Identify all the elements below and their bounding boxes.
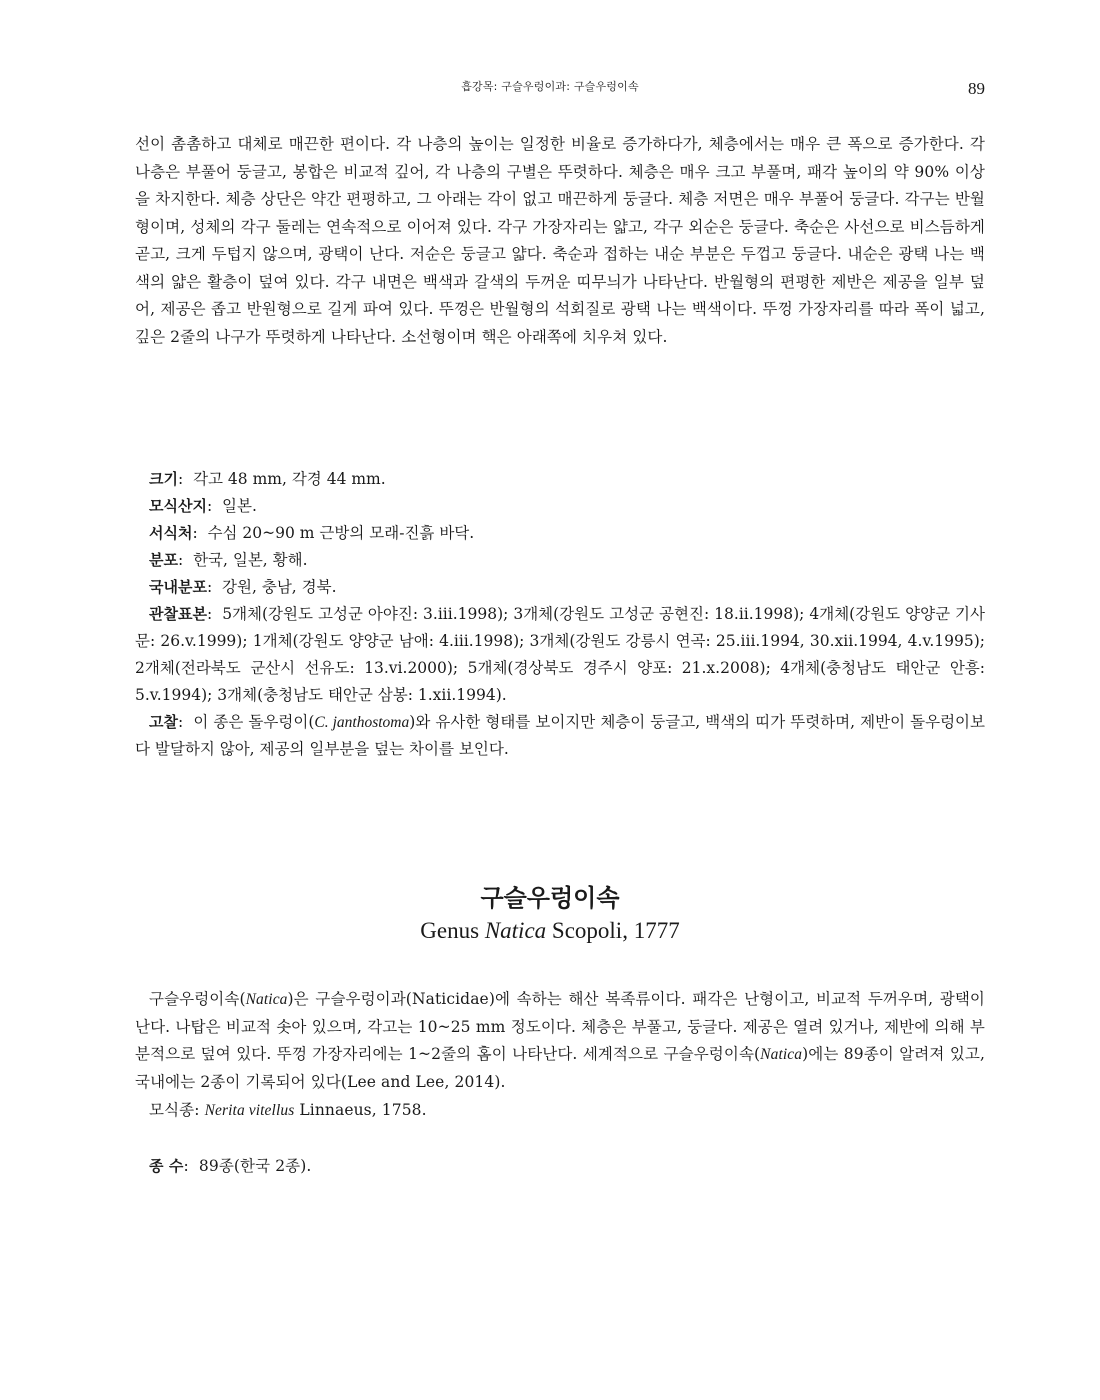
size-field: 크기: 각고 48 mm, 각경 44 mm. <box>149 470 386 488</box>
species-count-line: 종 수: 89종(한국 2종). <box>149 1156 312 1175</box>
size-label: 크기 <box>149 470 178 488</box>
type-locality-label: 모식산지 <box>149 497 207 515</box>
type-species-name: Nerita vitellus <box>204 1102 295 1119</box>
type-locality-field: 모식산지: 일본. <box>149 497 257 515</box>
subtitle-genus: Natica <box>484 918 547 943</box>
remarks-field: 고찰: 이 종은 돌우렁이(C. janthostoma)와 유사한 형태를 보이지만 체층이 둥글고, 백색의 띠가 뚜렷하며, 제반이 돌우렁이보다 발달하지 않아, 제공의 일부분을 덮는 차이를 보인다. <box>135 713 986 758</box>
section-title: 구슬우렁이속 <box>480 884 620 912</box>
domestic-distribution-value: 강원, 충남, 경북. <box>222 578 337 596</box>
specimens-value: 5개체(강원도 고성군 아야진: 3.iii.1998); 3개체(강원도 고성군 공현진: 18.ii.1998); 4개체(강원도 양양군 기사문: 26.v.1999); 1개체(강원도 양양군 남애: 4.iii.1998); 3개체(강원도 강릉시 연곡: 25.iii.1994, 30.xii.1994, 4.v.1995); 2개체(전라북도 군산시 선유도: 13.vi.2000); 5개체(경상북도 경주시 양포: 21.x.2008); 4개체(충청남도 태안군 안흥: 5.v.1994); 3개체(충청남도 태안군 삼봉: 1.xii.1994). <box>135 605 986 704</box>
habitat-label: 서식처 <box>149 524 193 542</box>
subtitle-pre: Genus <box>420 918 485 943</box>
remarks-label: 고찰 <box>149 713 178 731</box>
type-species-label: 모식종: <box>149 1101 205 1119</box>
remarks-species-name: C. janthostoma <box>314 714 410 731</box>
distribution-field: 분포: 한국, 일본, 황해. <box>149 551 308 569</box>
habitat-field: 서식처: 수심 20~90 m 근방의 모래-진흙 바닥. <box>149 524 475 542</box>
genus-block <box>135 986 985 1180</box>
size-value: 각고 48 mm, 각경 44 mm. <box>193 470 386 488</box>
section-subtitle <box>0 918 1100 944</box>
distribution-value: 한국, 일본, 황해. <box>193 551 308 569</box>
domestic-distribution-label: 국내분포 <box>149 578 207 596</box>
type-locality-value: 일본. <box>222 497 257 515</box>
genus-text-2: )은 구슬우렁이과(Naticidae)에 속하는 해산 복족류이다. 패각은 난형이고, 비교적 두꺼우며, 광택이 난다. 나탑은 비교적 솟아 있으며, 각고는 10~25 mm 정도이다. 체층은 부풀고, 둥글다. 제공은 열려 있거나, 제반에 의해 부분적으로 덮여 있다. 뚜껑 가장자리에는 1~2줄의 홈이 나타난다. 세계적으로 구슬우렁이속( <box>135 990 985 1063</box>
genus-text-1: 구슬우렁이속( <box>149 990 246 1008</box>
specimens-field: 관찰표본: 5개체(강원도 고성군 아야진: 3.iii.1998); 3개체(강원도 고성군 공현진: 18.ii.1998); 4개체(강원도 양양군 기사문: 26.v.1999); 1개체(강원도 양양군 남애: 4.iii.1998); 3개체(강원도 강릉시 연곡: 25.iii.1994, 30.xii.1994, 4.v.1995); 2개체(전라북도 군산시 선유도: 13.vi.2000); 5개체(경상북도 경주시 양포: 21.x.2008); 4개체(충청남도 태안군 안흥: 5.v.1994); 3개체(충청남도 태안군 삼봉: 1.xii.1994). <box>135 605 986 704</box>
remarks-pre: 이 종은 돌우렁이( <box>193 713 315 731</box>
species-count-label: 종 수 <box>149 1156 184 1175</box>
distribution-label: 분포 <box>149 551 178 569</box>
description-paragraph: 선이 촘촘하고 대체로 매끈한 편이다. 각 나층의 높이는 일정한 비율로 증가하다가, 체층에서는 매우 큰 폭으로 증가한다. 각 나층은 부풀어 둥글고, 봉합은 비교적 깊어, 각 나층의 구별은 뚜렷하다. 체층은 매우 크고 부풀며, 패각 높이의 약 90% 이상을 차지한다. 체층 상단은 약간 편평하고, 그 아래는 각이 없고 매끈하게 둥글다. 체층 저면은 매우 부풀어 둥글다. 각구는 반월형이며, 성체의 각구 둘레는 연속적으로 이어져 있다. 각구 가장자리는 얇고, 각구 외순은 둥글다. 축순은 사선으로 비스듬하게 곧고, 크게 두텁지 않으며, 광택이 난다. 저순은 둥글고 얇다. 축순과 접하는 내순 부분은 두껍고 둥글다. 내순은 광택 나는 백색의 얇은 활층이 덮여 있다. 각구 내면은 백색과 갈색의 두꺼운 띠무늬가 나타난다. 반월형의 편평한 제반은 제공을 일부 덮어, 제공은 좁고 반원형으로 길게 파여 있다. 뚜껑은 반월형의 석회질로 광택 나는 백색이다. 뚜껑 가장자리를 따라 폭이 넓고, 깊은 2줄의 나구가 뚜렷하게 나타난다. 소선형이며 핵은 아래쪽에 치우쳐 있다. <box>135 135 985 346</box>
species-count-value: 89종(한국 2종). <box>198 1156 312 1175</box>
habitat-value: 수심 20~90 m 근방의 모래-진흙 바닥. <box>207 524 475 542</box>
domestic-distribution-field: 국내분포: 강원, 충남, 경북. <box>149 578 337 596</box>
type-species-author: Linnaeus, 1758. <box>294 1101 427 1119</box>
description-block <box>135 131 985 351</box>
genus-paragraph <box>135 986 985 1096</box>
type-species-line <box>135 1097 985 1125</box>
running-head: 흡강목: 구슬우렁이과: 구슬우렁이속 <box>461 80 639 93</box>
genus-name-2: Natica <box>760 1046 803 1063</box>
remarks-post: )와 유사한 형태를 보이지만 체층이 둥글고, 백색의 띠가 뚜렷하며, 제반이 돌우렁이보다 발달하지 않아, 제공의 일부분을 덮는 차이를 보인다. <box>135 713 986 758</box>
species-fields <box>135 466 985 763</box>
genus-text-3: )에는 89종이 알려져 있고, 국내에는 2종이 기록되어 있다(Lee and Lee, 2014). <box>135 1045 985 1091</box>
page-number: 89 <box>968 79 985 98</box>
specimens-label: 관찰표본 <box>149 605 207 623</box>
subtitle-post: Scopoli, 1777 <box>546 918 680 943</box>
genus-name-1: Natica <box>245 991 288 1008</box>
